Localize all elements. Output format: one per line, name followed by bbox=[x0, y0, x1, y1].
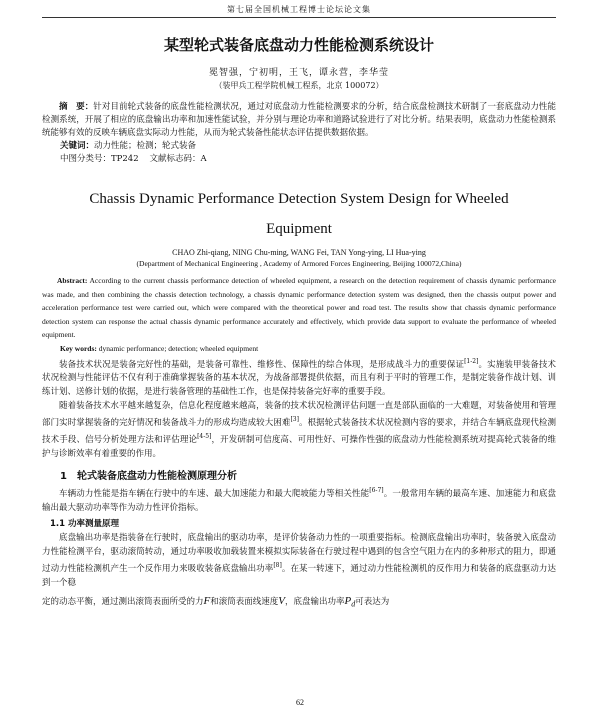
en-abstract bbox=[42, 274, 556, 342]
citation: [8] bbox=[273, 561, 282, 569]
body-paragraph-2 bbox=[42, 399, 556, 461]
en-authors: CHAO Zhi-qiang, NING Chu-ming, WANG Fei, TAN Yong-ying, LI Hua-ying bbox=[172, 248, 426, 257]
body-paragraph-5 bbox=[42, 590, 556, 616]
en-title: Chassis Dynamic Performance Detection System Design for Wheeled Equipment bbox=[89, 191, 509, 237]
body-paragraph-1 bbox=[42, 355, 556, 400]
p1-text: 装备技术状况是装备完好性的基础，是装备可靠性、维修性、保障性的综合体现，是形成战斗力的重要保证 bbox=[59, 359, 465, 370]
citation: [3] bbox=[290, 416, 299, 424]
section-heading-1: 1 轮式装备底盘动力性能检测原理分析 bbox=[60, 470, 237, 482]
symbol-power-subscript: d bbox=[351, 599, 356, 609]
p2-text-rest: ，开发研制可信度高、可用性好、可操作性强的底盘动力性能检测系统对提高轮式装备的维护与诊断效率有着重要的作用。 bbox=[42, 434, 556, 459]
p3-text: 车辆动力性能是指车辆在行驶中的车速、最大加速能力和最大爬坡能力等相关性能 bbox=[59, 488, 370, 499]
clc-value: TP242 bbox=[111, 154, 139, 164]
p5-text-c: ，底盘输出功率 bbox=[285, 596, 345, 607]
cn-keywords-text: 动力性能；检测；轮式装备 bbox=[94, 141, 197, 151]
p1-text-rest: 。实施装甲装备技术状况检测与性能评估不仅有利于准确掌握装备的基本状况，为战备部署提供依据，而且有利于平时的管理工作，是制定装备作战计划、训练计划、送修计划的依据，是进行装备管理的基础性工作，也是保持装备完好率的重要手段。 bbox=[42, 359, 556, 398]
body-paragraph-4 bbox=[42, 531, 556, 590]
en-abstract-label: Abstract: bbox=[57, 276, 88, 285]
running-head: 第七届全国机械工程博士论坛论文集 bbox=[42, 0, 556, 18]
doc-code-label: 文献标志码： bbox=[149, 154, 201, 164]
subsection-heading-1-1: 1.1 功率测量原理 bbox=[50, 518, 120, 529]
en-keywords-text: dynamic performance; detection; wheeled equipment bbox=[98, 343, 259, 353]
cn-abstract-text: 针对目前轮式装备的底盘性能检测状况，通过对底盘动力性能检测要求的分析，结合底盘检测技术研制了一套底盘动力性能检测系统，开展了相应的底盘输出功率和加速性能试验，并分别与理论功率和道路试验进行了对比分析。结果表明，底盘动力性能检测系统能够有效的反映车辆底盘实际动力性能，从而为轮式装备性能状态评估提供数据依据。 bbox=[42, 102, 556, 138]
page-number: 62 bbox=[296, 698, 304, 707]
cn-affiliation: （装甲兵工程学院机械工程系，北京 100072） bbox=[214, 81, 384, 90]
en-affiliation: (Department of Mechanical Engineering , Academy of Armored Forces Engineering, Beijing 100072,China) bbox=[136, 259, 462, 268]
p4-text: 底盘输出功率是指装备在行驶时，底盘输出的驱动功率，是评价装备动力性的一项重要指标。检测底盘输出功率时，装备驶入底盘动力性能检测平台，驱动滚筒转动，通过功率吸收加载装置来模拟实际装备在行驶过程中遇到的包含空气阻力在内的多种形式的阻力，即通过动力性能检测机产生一个反作用力来吸收装备底盘输出功率 bbox=[42, 532, 556, 574]
citation: [4-5] bbox=[197, 433, 212, 441]
cn-title: 某型轮式装备底盘动力性能检测系统设计 bbox=[163, 36, 434, 54]
body-paragraph-3 bbox=[42, 484, 556, 515]
doc-code-value: A bbox=[200, 154, 207, 164]
citation: [6-7] bbox=[369, 486, 384, 494]
symbol-velocity: V bbox=[278, 594, 285, 607]
p5-text-b: 和滚筒表面线速度 bbox=[210, 596, 279, 607]
cn-keywords-label: 关键词： bbox=[60, 141, 95, 151]
p3-text-rest: 。一般常用车辆的最高车速、加速能力和底盘输出最大驱动功率等作为动力性评价指标。 bbox=[42, 488, 556, 513]
p5-text-a: 定的动态平衡，通过测出滚筒表面所受的力 bbox=[42, 596, 204, 607]
p4-text-rest: 。在某一转速下，通过动力性能检测机的反作用力和装备的底盘驱动力达到一个稳 bbox=[42, 563, 556, 588]
citation: [1-2] bbox=[464, 357, 479, 365]
p5-text-d: 可表达为 bbox=[355, 596, 390, 607]
clc-label: 中图分类号： bbox=[60, 154, 112, 164]
p2-text: 随着装备技术水平越来越复杂，信息化程度越来越高，装备的技术状况检测评估问题一直是部队面临的一大难题，对装备使用和管理部门实时掌握装备的完好情况和装备战斗力的形成均造成较大困难 bbox=[42, 401, 556, 429]
cn-keywords bbox=[60, 140, 556, 153]
cn-abstract-label: 摘 要： bbox=[59, 102, 94, 112]
en-abstract-text: According to the current chassis performance detection of wheeled equipment, a research on the detection requirement of chassis dynamic performance was made, and then combining the chassis detection technology, a chassis dynamic performance detection system was designed, then the chassis output power and acceleration performance test were carried out, which were compared with the theoretical power and road test. The results show that chassis dynamic performance detection system can response the actual chassis dynamic performance accurately and effectively, which provide data support to evaluate the performance of wheeled equipment. bbox=[42, 276, 556, 339]
cn-abstract bbox=[42, 101, 556, 140]
cn-classification bbox=[60, 153, 556, 166]
en-keywords-label: Key words: bbox=[60, 343, 97, 353]
symbol-force: F bbox=[203, 594, 211, 607]
cn-authors: 冕智强，宁初明，王飞，谭永营，李华莹 bbox=[208, 68, 389, 78]
symbol-power: P bbox=[344, 594, 352, 607]
en-keywords bbox=[60, 342, 556, 355]
p2-text-mid: 。根据轮式装备技术状况检测内容的要求，并结合车辆底盘现代检测技术手段、信号分析处理方法和评估理论 bbox=[42, 418, 556, 445]
